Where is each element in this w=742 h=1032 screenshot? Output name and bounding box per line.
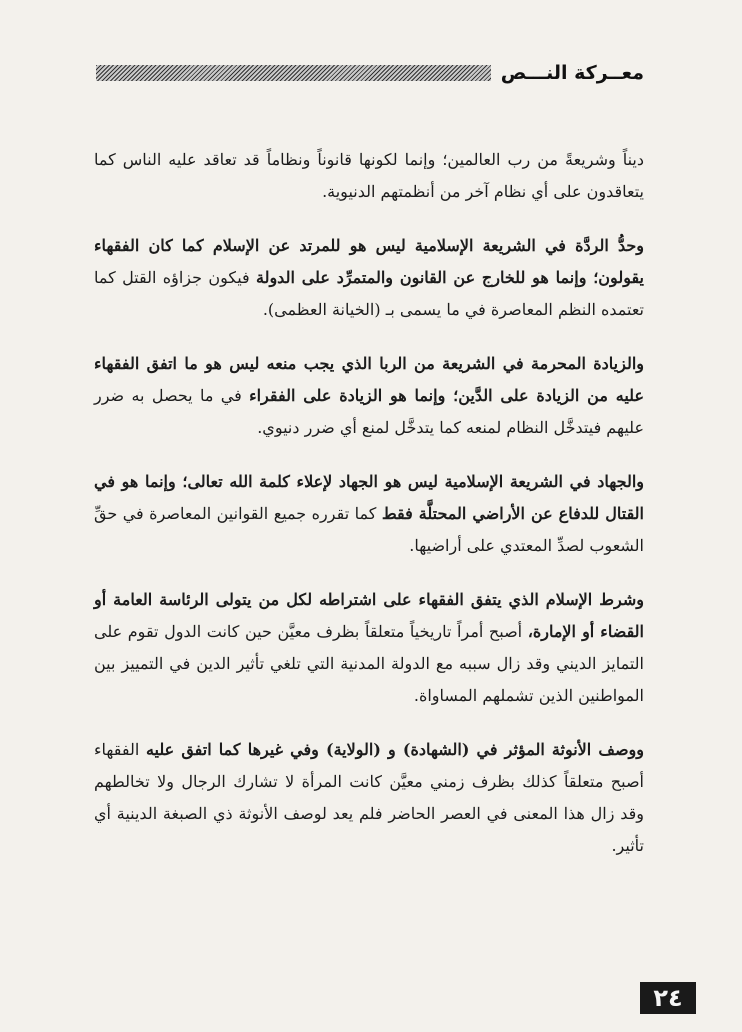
paragraph: والزيادة المحرمة في الشريعة من الربا الذي يجب منعه ليس هو ما اتفق الفقهاء عليه من الزيادة على الدَّين؛ وإنما هو الزيادة على الفقراء في ما يحصل به ضرر عليهم فيتدخَّل النظام لمنعه كما يتدخَّل لمنع أي ضرر دنيوي. (94, 354, 645, 437)
paragraph: ووصف الأنوثة المؤثر في (الشهادة) و (الولاية) وفي غيرها كما اتفق عليه الفقهاء أصبح متعلقاً كذلك بظرف زمني معيَّن كانت المرأة لا تشارك الرجال ولا تخالطهم وقد زال هذا المعنى في العصر الحاضر فلم يعد لوصف الأنوثة ذي الصبغة الدينية أي تأثير. (94, 740, 644, 855)
running-header (96, 62, 644, 84)
header-rule (96, 65, 491, 81)
paragraph: والجهاد في الشريعة الإسلامية ليس هو الجهاد لإعلاء كلمة الله تعالى؛ وإنما هو في القتال للدفاع عن الأراضي المحتلَّة فقط كما تقرره جميع القوانين المعاصرة في حقِّ الشعوب لصدِّ المعتدي على أراضيها. (94, 472, 645, 555)
page-number: ٢٤ (640, 982, 696, 1014)
paragraph: وشرط الإسلام الذي يتفق الفقهاء على اشتراطه لكل من يتولى الرئاسة العامة أو القضاء أو الإمارة، أصبح أمراً تاريخياً متعلقاً بظرف معيَّن حين كانت الدول تقوم على التمايز الديني وقد زال سببه مع الدولة المدنية التي تلغي تأثير الدين في التمييز بين المواطنين الذين تشملهم المساواة. (94, 590, 644, 705)
body-text (94, 144, 644, 884)
paragraph: وحدُّ الردَّة في الشريعة الإسلامية ليس هو للمرتد عن الإسلام كما كان الفقهاء يقولون؛ وإنما هو للخارج عن القانون والمتمرِّد على الدولة فيكون جزاؤه القتل كما تعتمده النظم المعاصرة في ما يسمى بـ (الخيانة العظمى). (94, 236, 645, 319)
header-title: معــركة النـــص (500, 62, 644, 84)
paragraph: ديناً وشريعةً من رب العالمين؛ وإنما لكونها قانوناً ونظاماً قد تعاقد عليه الناس كما يتعاقدون على أي نظام آخر من أنظمتهم الدنيوية. (94, 150, 644, 201)
